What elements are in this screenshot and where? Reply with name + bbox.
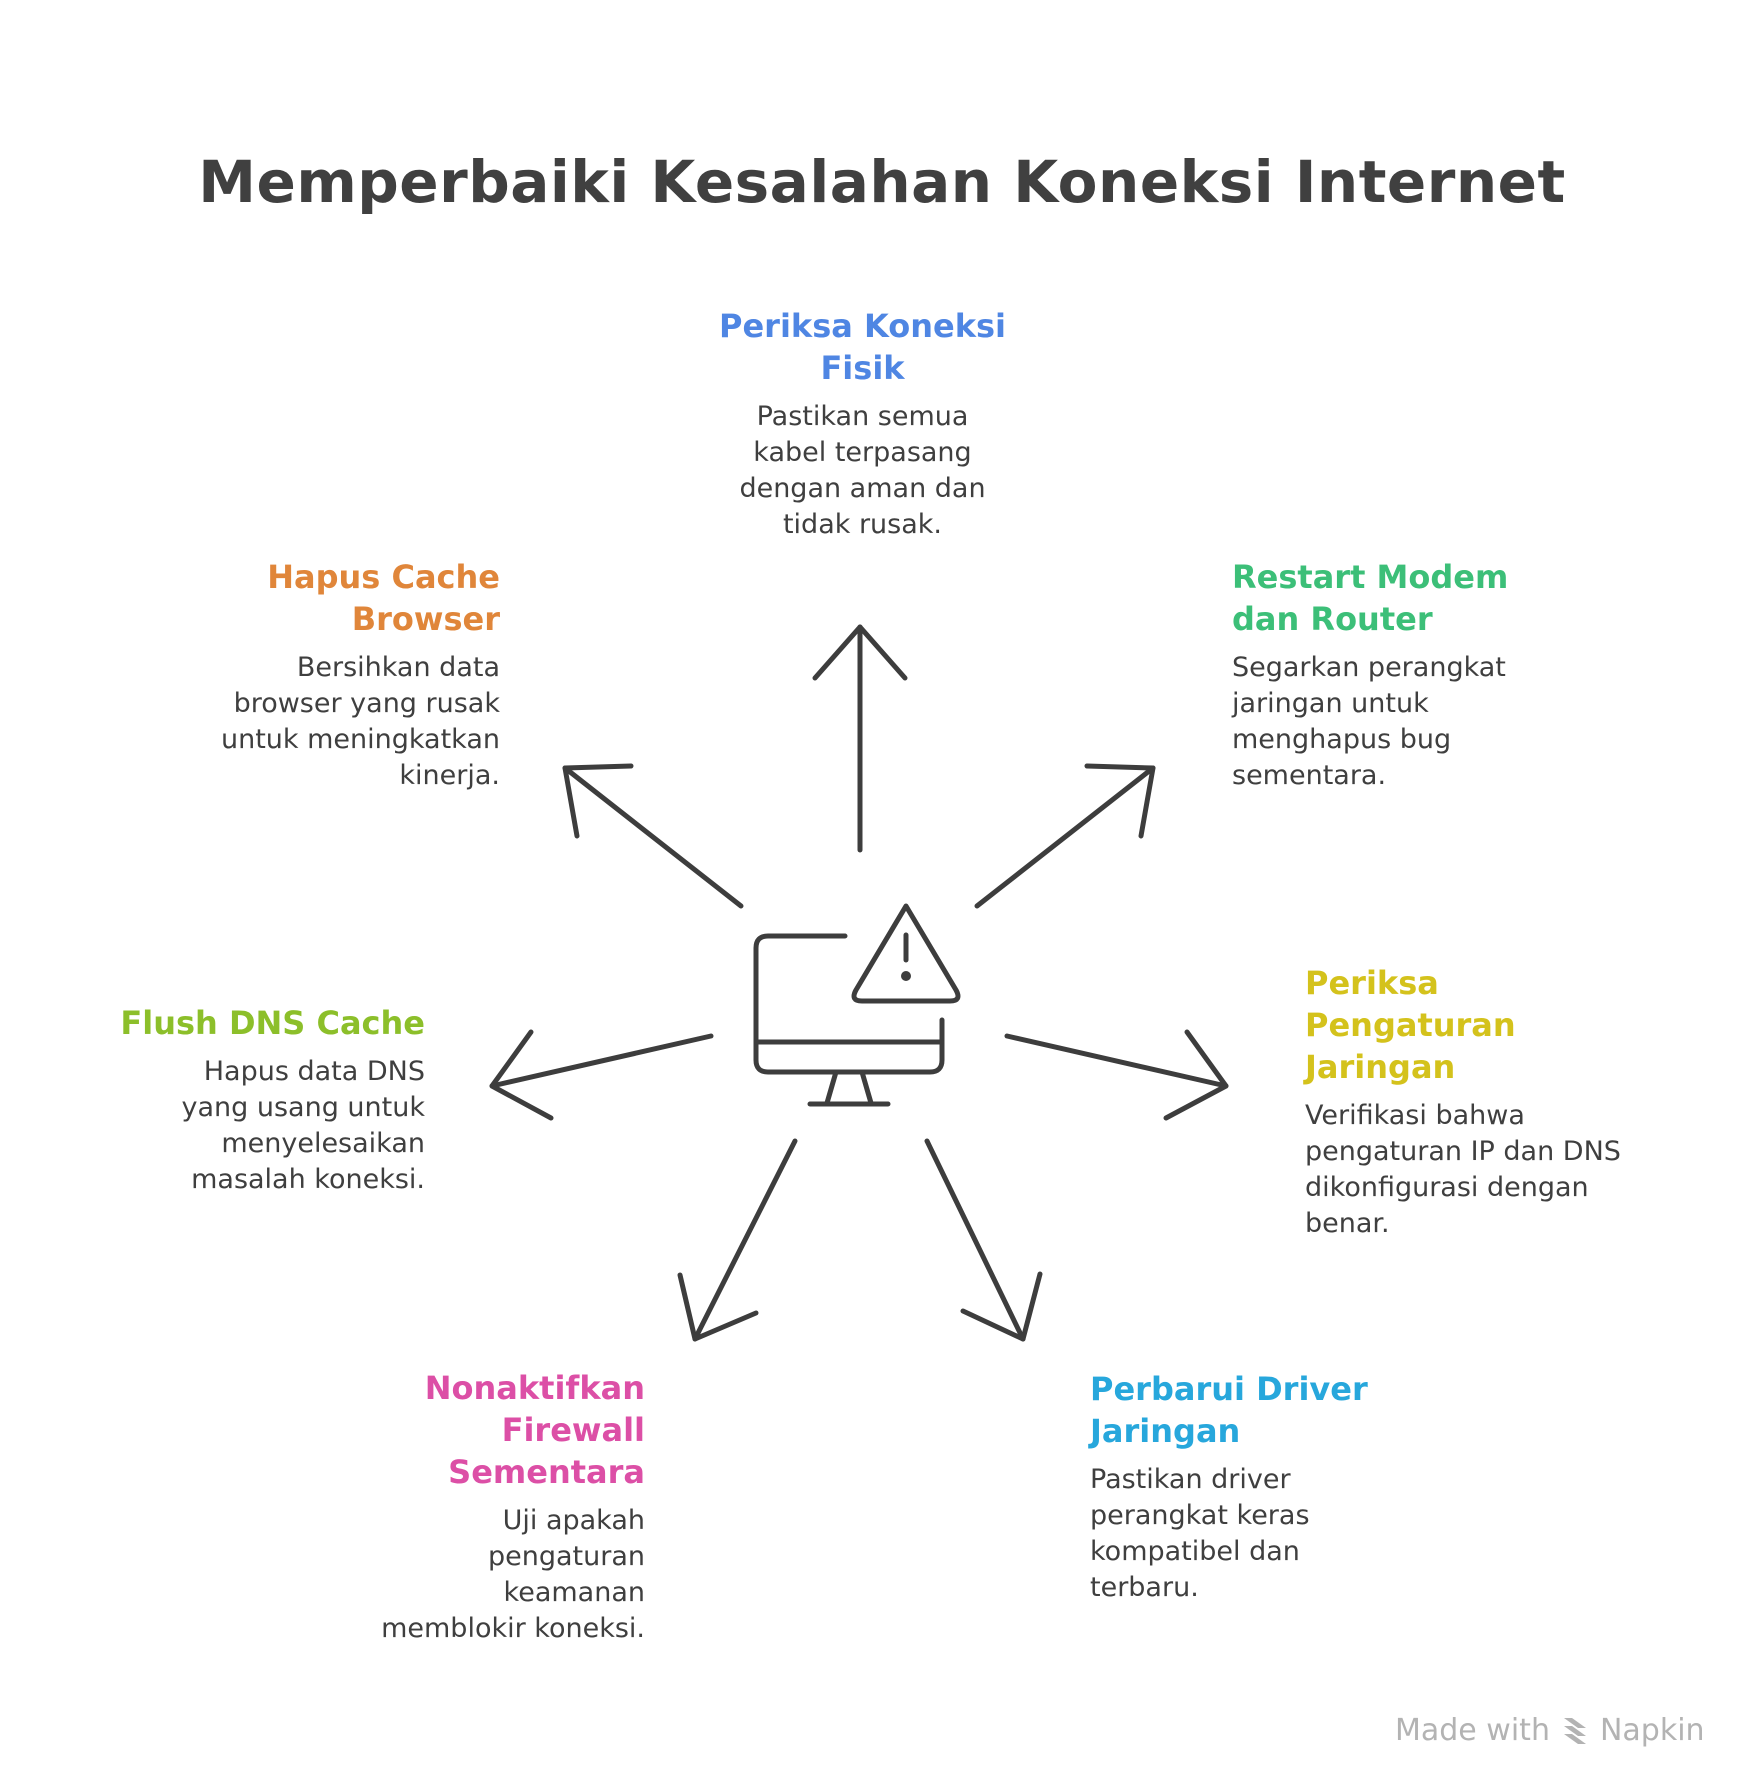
node-network-desc-line1: Verifikasi bahwa	[1305, 1100, 1525, 1131]
arrow-down-left	[680, 1141, 795, 1339]
node-physical-desc-line3: dengan aman dan	[739, 473, 986, 504]
node-firewall-title	[330, 1367, 645, 1493]
node-cache-desc	[175, 650, 500, 794]
node-restart-modem	[1232, 556, 1572, 794]
node-firewall-title-line1: Nonaktifkan	[424, 1369, 645, 1407]
node-modem-desc-line4: sementara.	[1232, 760, 1387, 791]
node-driver-desc	[1090, 1462, 1420, 1606]
watermark-brand: Napkin	[1599, 1713, 1705, 1748]
computer-warning-icon	[756, 906, 958, 1104]
arrow-left	[492, 1032, 711, 1118]
node-disable-firewall	[330, 1367, 645, 1647]
node-physical-title-line2: Fisik	[820, 349, 905, 387]
node-clear-browser-cache	[175, 556, 500, 794]
arrow-right	[1007, 1032, 1226, 1118]
node-driver-desc-line1: Pastikan driver	[1090, 1464, 1291, 1495]
node-firewall-desc-line2: pengaturan	[487, 1541, 645, 1572]
arrow-down-right	[927, 1141, 1040, 1339]
node-dns-title-line1: Flush DNS Cache	[120, 1004, 425, 1042]
diagram-title: Memperbaiki Kesalahan Koneksi Internet	[198, 148, 1566, 216]
node-cache-title-line2: Browser	[351, 600, 500, 638]
arrow-up	[815, 627, 905, 850]
node-firewall-title-line2: Firewall	[501, 1411, 645, 1449]
arrow-up-left	[565, 766, 741, 906]
node-network-title	[1305, 962, 1685, 1088]
node-firewall-desc	[330, 1503, 645, 1647]
node-firewall-desc-line1: Uji apakah	[502, 1505, 645, 1536]
node-driver-desc-line3: kompatibel dan	[1090, 1536, 1300, 1567]
node-network-desc-line2: pengaturan IP dan DNS	[1305, 1136, 1621, 1167]
node-network-settings	[1305, 962, 1685, 1242]
node-modem-title-line2: dan Router	[1232, 600, 1433, 638]
node-firewall-desc-line4: memblokir koneksi.	[381, 1613, 645, 1644]
node-network-desc-line4: benar.	[1305, 1208, 1390, 1239]
node-network-desc-line3: dikonfigurasi dengan	[1305, 1172, 1589, 1203]
node-firewall-desc-line3: keamanan	[503, 1577, 645, 1608]
node-cache-title-line1: Hapus Cache	[267, 558, 500, 596]
node-driver-desc-line2: perangkat keras	[1090, 1500, 1310, 1531]
node-physical-desc	[690, 399, 1035, 543]
node-cache-title	[175, 556, 500, 640]
node-flush-dns	[95, 1002, 425, 1198]
node-firewall-title-line3: Sementara	[448, 1453, 645, 1491]
node-modem-desc-line1: Segarkan perangkat	[1232, 652, 1506, 683]
node-dns-desc-line3: menyelesaikan	[221, 1128, 425, 1159]
node-physical-desc-line2: kabel terpasang	[753, 437, 972, 468]
node-driver-desc-line4: terbaru.	[1090, 1572, 1199, 1603]
node-dns-desc-line1: Hapus data DNS	[203, 1056, 425, 1087]
node-modem-title-line1: Restart Modem	[1232, 558, 1509, 596]
node-physical-title	[690, 305, 1035, 389]
node-network-title-line3: Jaringan	[1305, 1048, 1456, 1086]
watermark-prefix: Made with	[1395, 1713, 1550, 1748]
node-modem-desc-line3: menghapus bug	[1232, 724, 1452, 755]
node-cache-desc-line3: untuk meningkatkan	[220, 724, 500, 755]
node-update-driver	[1090, 1368, 1420, 1606]
node-dns-title	[95, 1002, 425, 1044]
node-cache-desc-line2: browser yang rusak	[233, 688, 500, 719]
node-physical-desc-line4: tidak rusak.	[782, 509, 943, 540]
arrow-up-right	[977, 766, 1153, 906]
node-dns-desc-line2: yang usang untuk	[181, 1092, 425, 1123]
node-driver-title-line2: Jaringan	[1090, 1412, 1241, 1450]
node-dns-desc-line4: masalah koneksi.	[191, 1164, 425, 1195]
node-network-desc	[1305, 1098, 1685, 1242]
node-network-title-line1: Periksa	[1305, 964, 1439, 1002]
napkin-watermark[interactable]	[1395, 1713, 1705, 1748]
node-physical-title-line1: Periksa Koneksi	[719, 307, 1006, 345]
node-physical-desc-line1: Pastikan semua	[756, 401, 969, 432]
node-network-title-line2: Pengaturan	[1305, 1006, 1516, 1044]
node-driver-title	[1090, 1368, 1420, 1452]
node-modem-desc	[1232, 650, 1572, 794]
napkin-logo-icon	[1560, 1714, 1590, 1748]
node-cache-desc-line1: Bersihkan data	[296, 652, 500, 683]
node-cache-desc-line4: kinerja.	[399, 760, 500, 791]
node-dns-desc	[95, 1054, 425, 1198]
node-modem-title	[1232, 556, 1572, 640]
node-driver-title-line1: Perbarui Driver	[1090, 1370, 1368, 1408]
node-physical-connection	[690, 305, 1035, 543]
node-modem-desc-line2: jaringan untuk	[1232, 688, 1429, 719]
